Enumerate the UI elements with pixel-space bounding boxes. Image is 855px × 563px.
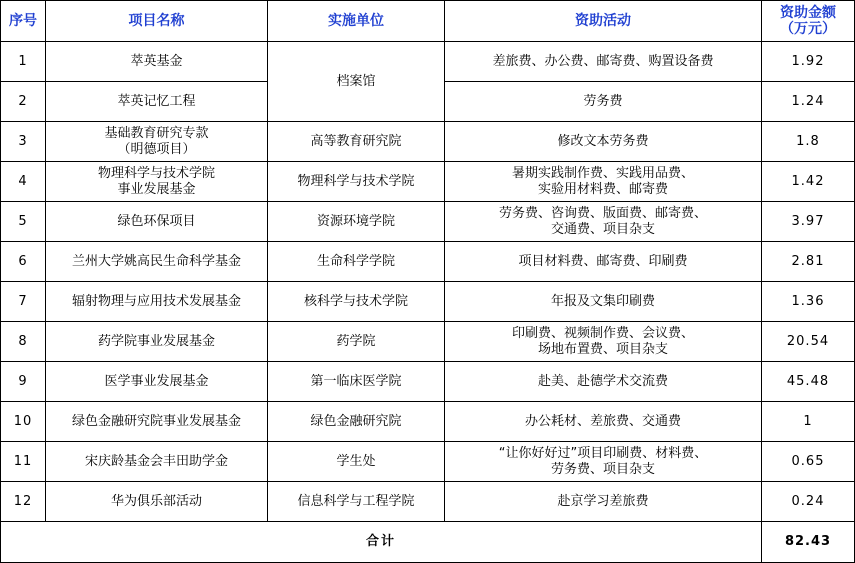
activity-cell: 暑期实践制作费、实践用品费、 实验用材料费、邮寄费 <box>445 162 762 202</box>
activity-cell: 年报及文集印刷费 <box>445 282 762 322</box>
amount-cell: 1.8 <box>762 122 855 162</box>
project-cell: 宋庆龄基金会丰田助学金 <box>46 442 268 482</box>
amount-cell: 45.48 <box>762 362 855 402</box>
seq-cell: 10 <box>1 402 46 442</box>
header-project: 项目名称 <box>46 1 268 42</box>
unit-cell: 药学院 <box>268 322 445 362</box>
activity-cell: 差旅费、办公费、邮寄费、购置设备费 <box>445 42 762 82</box>
table-row <box>1 362 855 402</box>
unit-cell: 档案馆 <box>268 42 445 122</box>
table-row <box>1 122 855 162</box>
activity-cell: “让你好好过”项目印刷费、材料费、 劳务费、项目杂支 <box>445 442 762 482</box>
unit-cell: 绿色金融研究院 <box>268 402 445 442</box>
table-row <box>1 42 855 82</box>
unit-cell: 核科学与技术学院 <box>268 282 445 322</box>
activity-cell: 修改文本劳务费 <box>445 122 762 162</box>
amount-cell: 3.97 <box>762 202 855 242</box>
unit-cell: 资源环境学院 <box>268 202 445 242</box>
seq-cell: 9 <box>1 362 46 402</box>
table-row <box>1 162 855 202</box>
seq-cell: 1 <box>1 42 46 82</box>
project-cell: 兰州大学姚高民生命科学基金 <box>46 242 268 282</box>
table-row <box>1 322 855 362</box>
amount-cell: 0.65 <box>762 442 855 482</box>
table-row <box>1 282 855 322</box>
amount-cell: 0.24 <box>762 482 855 522</box>
seq-cell: 7 <box>1 282 46 322</box>
unit-cell: 第一临床医学院 <box>268 362 445 402</box>
project-cell: 绿色金融研究院事业发展基金 <box>46 402 268 442</box>
amount-cell: 2.81 <box>762 242 855 282</box>
seq-cell: 2 <box>1 82 46 122</box>
project-cell: 绿色环保项目 <box>46 202 268 242</box>
project-cell: 辐射物理与应用技术发展基金 <box>46 282 268 322</box>
header-row <box>1 1 855 42</box>
unit-cell: 高等教育研究院 <box>268 122 445 162</box>
amount-cell: 1 <box>762 402 855 442</box>
header-seq: 序号 <box>1 1 46 42</box>
activity-cell: 劳务费、咨询费、版面费、邮寄费、 交通费、项目杂支 <box>445 202 762 242</box>
table-row <box>1 202 855 242</box>
activity-cell: 赴京学习差旅费 <box>445 482 762 522</box>
table-row <box>1 482 855 522</box>
amount-cell: 1.36 <box>762 282 855 322</box>
unit-cell: 物理科学与技术学院 <box>268 162 445 202</box>
activity-cell: 劳务费 <box>445 82 762 122</box>
project-cell: 物理科学与技术学院 事业发展基金 <box>46 162 268 202</box>
header-amount: 资助金额 （万元） <box>762 1 855 42</box>
amount-cell: 1.92 <box>762 42 855 82</box>
activity-cell: 办公耗材、差旅费、交通费 <box>445 402 762 442</box>
amount-cell: 20.54 <box>762 322 855 362</box>
table-row <box>1 442 855 482</box>
table-row <box>1 402 855 442</box>
project-cell: 医学事业发展基金 <box>46 362 268 402</box>
seq-cell: 6 <box>1 242 46 282</box>
header-activity: 资助活动 <box>445 1 762 42</box>
total-amount: 82.43 <box>762 522 855 563</box>
seq-cell: 8 <box>1 322 46 362</box>
project-cell: 药学院事业发展基金 <box>46 322 268 362</box>
header-unit: 实施单位 <box>268 1 445 42</box>
total-label: 合计 <box>1 522 762 563</box>
activity-cell: 印刷费、视频制作费、会议费、 场地布置费、项目杂支 <box>445 322 762 362</box>
seq-cell: 5 <box>1 202 46 242</box>
activity-cell: 赴美、赴德学术交流费 <box>445 362 762 402</box>
seq-cell: 3 <box>1 122 46 162</box>
amount-cell: 1.42 <box>762 162 855 202</box>
project-cell: 萃英记忆工程 <box>46 82 268 122</box>
seq-cell: 12 <box>1 482 46 522</box>
amount-cell: 1.24 <box>762 82 855 122</box>
table-row <box>1 242 855 282</box>
unit-cell: 生命科学学院 <box>268 242 445 282</box>
unit-cell: 学生处 <box>268 442 445 482</box>
seq-cell: 4 <box>1 162 46 202</box>
project-cell: 基础教育研究专款 （明德项目） <box>46 122 268 162</box>
project-cell: 萃英基金 <box>46 42 268 82</box>
total-row <box>1 522 855 563</box>
activity-cell: 项目材料费、邮寄费、印刷费 <box>445 242 762 282</box>
unit-cell: 信息科学与工程学院 <box>268 482 445 522</box>
seq-cell: 11 <box>1 442 46 482</box>
project-cell: 华为俱乐部活动 <box>46 482 268 522</box>
